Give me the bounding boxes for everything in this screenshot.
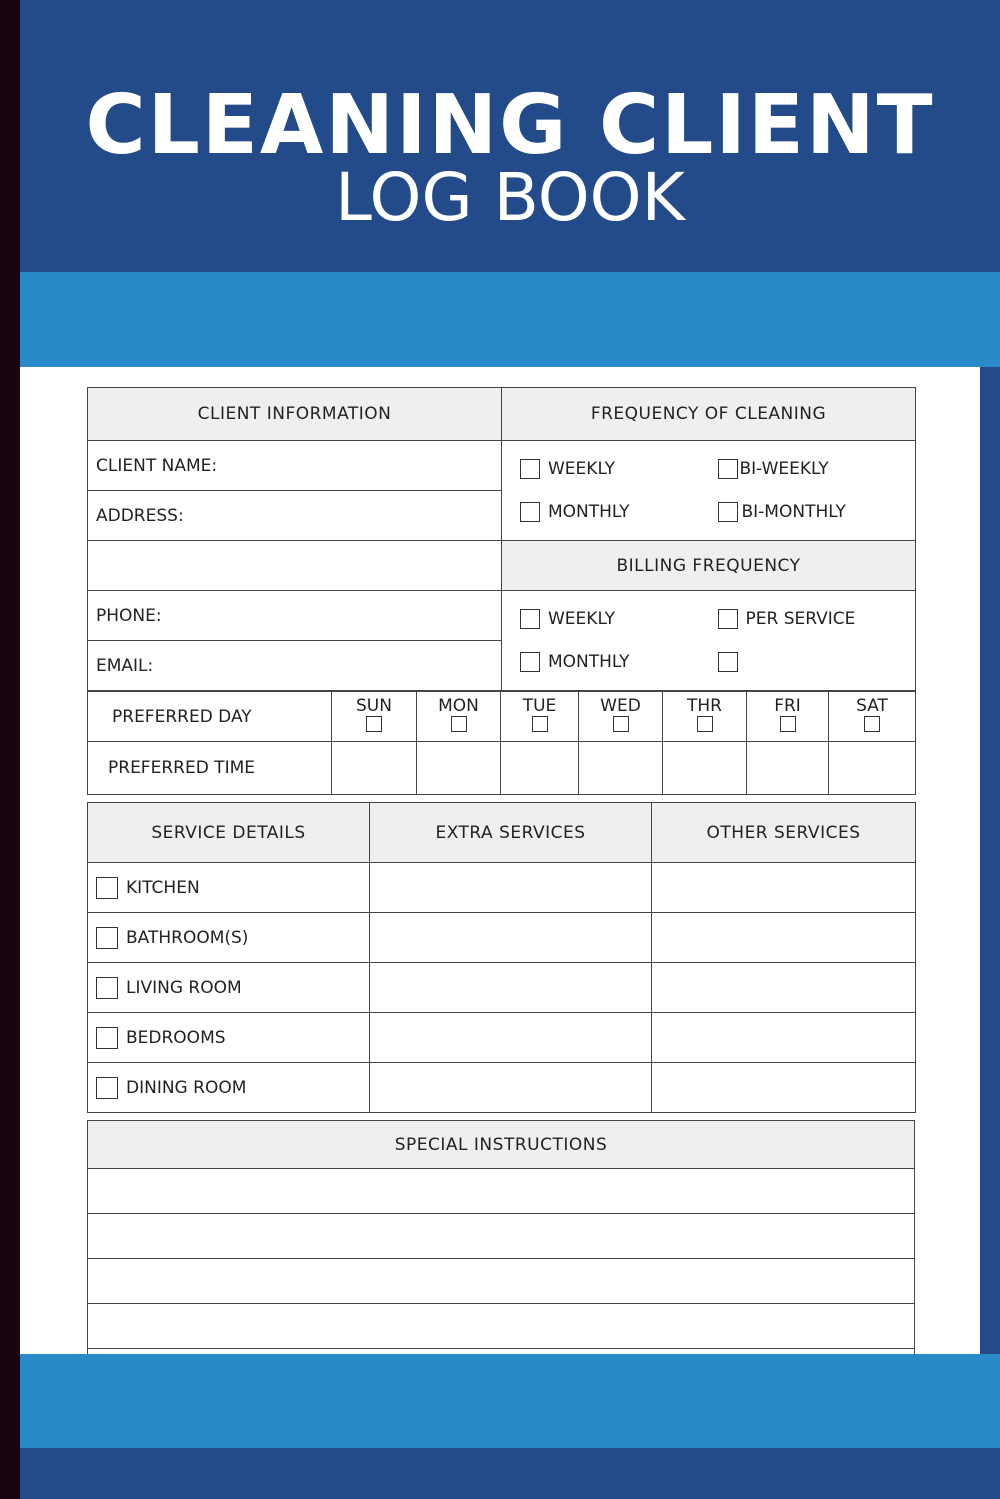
instruction-line[interactable] [88, 1304, 915, 1349]
form-page [20, 367, 980, 1354]
frequency-option[interactable]: WEEKLY [520, 459, 718, 479]
checkbox[interactable] [96, 1027, 118, 1049]
special-instructions-table [87, 1120, 915, 1354]
schedule-table [87, 691, 916, 795]
checkbox[interactable] [697, 716, 713, 732]
checkbox[interactable] [520, 652, 540, 672]
checkbox[interactable] [96, 927, 118, 949]
services-table [87, 802, 916, 1113]
checkbox[interactable] [532, 716, 548, 732]
checkbox[interactable] [96, 977, 118, 999]
email-field[interactable]: EMAIL: [88, 641, 502, 691]
address-field[interactable]: ADDRESS: [88, 491, 502, 541]
instruction-line[interactable] [88, 1214, 915, 1259]
client-information-header: CLIENT INFORMATION [88, 388, 502, 441]
checkbox[interactable] [366, 716, 382, 732]
checkbox[interactable] [780, 716, 796, 732]
cover-title: CLEANING CLIENT [85, 78, 935, 173]
preferred-day-label: PREFERRED DAY [88, 692, 332, 742]
address-continued-field[interactable] [88, 541, 502, 591]
frequency-option[interactable]: BI-MONTHLY [718, 502, 916, 522]
client-name-field[interactable]: CLIENT NAME: [88, 441, 502, 491]
frequency-header: FREQUENCY OF CLEANING [502, 388, 916, 441]
extra-service-cell[interactable] [370, 863, 652, 913]
cover-bottom-band [20, 1448, 1000, 1499]
time-cell[interactable] [747, 742, 829, 795]
extra-service-cell[interactable] [370, 1063, 652, 1113]
client-info-table [87, 387, 916, 691]
time-cell[interactable] [829, 742, 916, 795]
time-cell[interactable] [332, 742, 417, 795]
day-sat[interactable]: SAT [829, 692, 916, 742]
checkbox[interactable] [718, 652, 738, 672]
other-service-cell[interactable] [652, 913, 916, 963]
extra-service-cell[interactable] [370, 913, 652, 963]
other-services-header: OTHER SERVICES [652, 803, 916, 863]
billing-header: BILLING FREQUENCY [502, 541, 916, 591]
day-thr[interactable]: THR [663, 692, 747, 742]
checkbox[interactable] [520, 609, 540, 629]
checkbox[interactable] [96, 877, 118, 899]
lower-accent-band [20, 1354, 1000, 1449]
book-spine [0, 0, 20, 1499]
time-cell[interactable] [417, 742, 501, 795]
day-mon[interactable]: MON [417, 692, 501, 742]
service-item[interactable]: LIVING ROOM [88, 963, 370, 1013]
time-cell[interactable] [663, 742, 747, 795]
checkbox[interactable] [520, 502, 540, 522]
frequency-option[interactable]: MONTHLY [520, 502, 718, 522]
billing-option-blank[interactable] [718, 652, 916, 672]
other-service-cell[interactable] [652, 863, 916, 913]
service-item[interactable]: KITCHEN [88, 863, 370, 913]
extra-service-cell[interactable] [370, 963, 652, 1013]
other-service-cell[interactable] [652, 963, 916, 1013]
checkbox[interactable] [520, 459, 540, 479]
checkbox[interactable] [718, 459, 738, 479]
cover-subtitle: LOG BOOK [335, 159, 685, 236]
billing-options [502, 591, 916, 691]
upper-accent-band [20, 272, 1000, 367]
instruction-line[interactable] [88, 1259, 915, 1304]
time-cell[interactable] [501, 742, 579, 795]
service-details-header: SERVICE DETAILS [88, 803, 370, 863]
billing-option[interactable]: WEEKLY [520, 609, 718, 629]
instruction-line[interactable] [88, 1169, 915, 1214]
day-wed[interactable]: WED [579, 692, 663, 742]
other-service-cell[interactable] [652, 1013, 916, 1063]
phone-field[interactable]: PHONE: [88, 591, 502, 641]
service-item[interactable]: BATHROOM(S) [88, 913, 370, 963]
billing-option[interactable]: PER SERVICE [718, 609, 916, 629]
billing-option[interactable]: MONTHLY [520, 652, 718, 672]
checkbox[interactable] [613, 716, 629, 732]
right-edge-strip [980, 367, 1000, 1354]
service-item[interactable]: DINING ROOM [88, 1063, 370, 1113]
special-instructions-header: SPECIAL INSTRUCTIONS [88, 1121, 915, 1169]
service-item[interactable]: BEDROOMS [88, 1013, 370, 1063]
checkbox[interactable] [718, 609, 738, 629]
day-sun[interactable]: SUN [332, 692, 417, 742]
extra-service-cell[interactable] [370, 1013, 652, 1063]
checkbox[interactable] [451, 716, 467, 732]
other-service-cell[interactable] [652, 1063, 916, 1113]
extra-services-header: EXTRA SERVICES [370, 803, 652, 863]
frequency-options [502, 441, 916, 541]
checkbox[interactable] [864, 716, 880, 732]
preferred-time-label: PREFERRED TIME [88, 742, 332, 795]
frequency-option[interactable]: BI-WEEKLY [718, 459, 916, 479]
day-fri[interactable]: FRI [747, 692, 829, 742]
time-cell[interactable] [579, 742, 663, 795]
day-tue[interactable]: TUE [501, 692, 579, 742]
checkbox[interactable] [96, 1077, 118, 1099]
checkbox[interactable] [718, 502, 738, 522]
